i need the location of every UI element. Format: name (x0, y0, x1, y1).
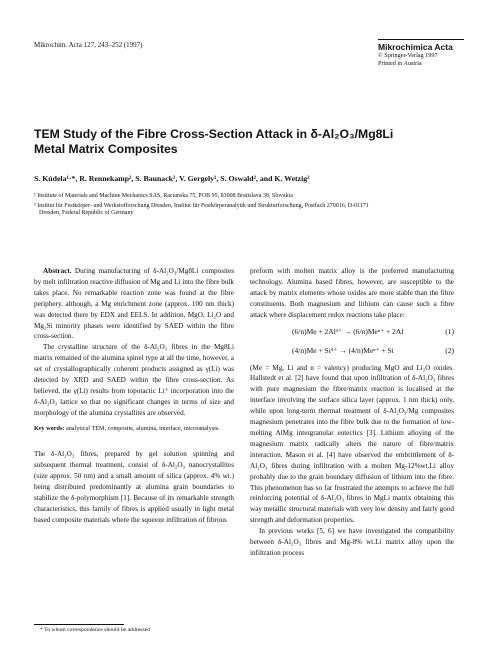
affiliation-2-line-1: ² Institut für Festkörper- und Werkstofforschung Dresden, Institut für Festkörperanalytik und Strukturforschung, Postfach 270016, D-01171 (34, 203, 369, 209)
affiliation-2-line-2: Dresden, Federal Republic of Germany (39, 210, 134, 217)
left-column (34, 266, 234, 526)
footnote: * To whom correspondence should be addressed (40, 627, 151, 633)
equation-2 (250, 342, 454, 361)
journal-reference: Mikrochim. Acta 127, 243–252 (1997) (34, 41, 143, 49)
footnote-rule (34, 624, 124, 625)
right-column (250, 266, 454, 559)
equation-1-expression: (6/n)Me + 2Al³⁺ → (6/n)Meⁿ⁺ + 2Al (292, 326, 404, 336)
author-list: S. Kúdela¹·*, R. Rennekamp², S. Baunack², V. Gergely¹, S. Oswald², and K. Wetzig² (34, 174, 310, 183)
paper-title (34, 127, 454, 157)
title-line-1: TEM Study of the Fibre Cross-Section Attack in δ-Al₂O₃/Mg8Li (34, 127, 394, 141)
equation-2-number: (2) (445, 345, 454, 355)
equation-1-number: (1) (445, 326, 454, 336)
title-line-2: Metal Matrix Composites (34, 142, 178, 156)
journal-name: Mikrochimica Acta (378, 42, 453, 52)
publisher-box (378, 39, 464, 67)
body-paragraph-1: preform with molten matrix alloy is the preferred manufacturing technology. Alumina based fibres, however, are susceptible to the attack by matrix elements whose oxides are more stable than the fibre constituents. Both magnesium and lithium can cause such a fibre attack where displacement redox reactions take place: (250, 267, 454, 319)
copyright-line: © Springer-Verlag 1997 (378, 52, 438, 59)
body-paragraph-2: (Me = Mg, Li and n = valency) producing MgO and Li₂O oxides. Hallstedt et al. [2] have found that upon infiltration of δ-Al₂O₃ fibres with pure magnesium the fibre/matrix reaction is localised at the interface involving the surface silica layer (approx. 1 nm thick) only, while upon long-term thermal treatment of δ-Al₂O₃/Mg composites magnesium penetrates into the fibre bulk due to the formation of low-melting AlMg intergranular eutectics [3]. Lithium alloying of the magnesium matrix radically alters the nature of fibre/matrix interaction. Mason et al. [4] have observed the embrittlement of δ-Al₂O₃ fibres during infiltration with a molten Mg-12%wt.Li alloy probably due to the grain boundary diffusion of lithium into the fibre. This phenomenon has so far frustrated the attempts to achieve the full reinforcing potential of δ-Al₂O₃ fibres in MgLi matrix obtaining this way metallic structural materials with very low density and fairly good strength and deformation properties. (250, 363, 454, 525)
abstract-paragraph-1 (34, 266, 234, 342)
affiliation-1: ¹ Institute of Materials and Machine Mechanics SAS, Racianska 75, POB 95, 83008 Bratislava 38, Slovakia (34, 193, 293, 199)
keywords (34, 425, 234, 434)
keywords-label: Key words: (34, 424, 65, 432)
printed-line: Printed in Austria (378, 59, 422, 67)
equation-1 (250, 323, 454, 342)
affiliation-2 (34, 203, 454, 218)
body-paragraph-3: In previous works [5, 6] we have investigated the compatibility between δ-Al₂O₃ fibres and Mg-8% wt.Li matrix alloy upon the infiltration process (250, 527, 454, 557)
equation-2-expression: (4/n)Me + Si⁴⁺ → (4/n)Meⁿ⁺ + Si (292, 345, 394, 355)
abstract-paragraph-2: The crystalline structure of the δ-Al₂O₃ fibres in the Mg8Li matrix remained of the alumina spinel type at all the time, however, a set of crystallographically coherent products assigned as γ(Li) was detected by XRD and SAED within the fibre cross-section. As believed, the γ(Li) results from topotactic Li⁺ incorporation into the δ-Al₂O₃ lattice so that no significant changes in terms of size and morphology of the alumina crystallites are observed. (34, 343, 234, 417)
abstract-label: Abstract. (43, 267, 72, 275)
intro-paragraph: The δ-Al₂O₃ fibres, prepared by gel solution spinning and subsequent thermal treatment, consist of δ-Al₂O₃ nanocrystallites (size approx. 50 nm) and a small amount of silica (approx. 4% wt.) being distributed predominantly at alumina grain boundaries to stabilize the δ-polymorphism [1]. Because of its remarkable strength characteristics, this family of fibres is applied usually in light metal based composite materials where the squeeze infiltration of fibrous (34, 450, 234, 524)
abstract-text-1: During manufacturing of δ-Al₂O₃/Mg8Li composites by melt infiltration reactive diffusion of Mg and Li into the fibre bulk takes place. No remarkable reaction zone was found at the fibre periphery, although, a Mg enrichment zone (approx. 100 nm thick) was detected there by EDX and EELS. In addition, MgO, Li₂O and Mg₂Si minority phases were identified by SAED within the fibre cross-section. (34, 267, 234, 341)
keywords-text: analytical TEM, composite, alumina, interface, microanalysis. (65, 424, 220, 432)
